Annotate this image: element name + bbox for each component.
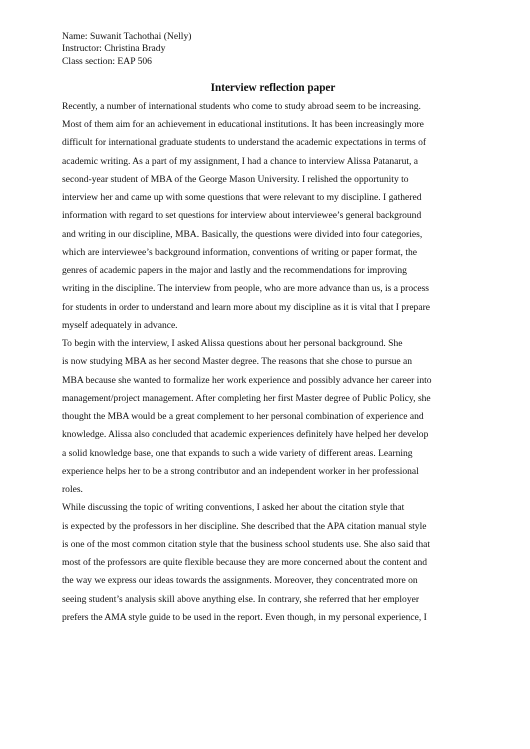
body-text-line: is now studying MBA as her second Master degree. The reasons that she chose to pursue an xyxy=(62,356,413,368)
document-page xyxy=(62,31,474,627)
body-text-line: interview her and came up with some questions that were relevant to my discipline. I gathered xyxy=(62,192,422,204)
body-text-line: second-year student of MBA of the George Mason University. I relished the opportunity to xyxy=(62,173,409,185)
body-text-line: is one of the most common citation style that the business school students use. She also said that xyxy=(62,538,431,550)
body-text-line: academic writing. As a part of my assignment, I had a chance to interview Alissa Patanarut, a xyxy=(62,155,419,167)
body-text-line: management/project management. After completing her first Master degree of Public Policy, she xyxy=(62,392,431,404)
body-text-line: for students in order to understand and learn more about my discipline as it is vital that I prepare xyxy=(62,301,430,313)
body-text-line: is expected by the professors in her discipline. She described that the APA citation manual style xyxy=(62,520,427,532)
student-name: Name: Suwanit Tachothai (Nelly) xyxy=(62,31,192,42)
body-text-line: writing in the discipline. The interview from people, who are more advance than us, is a process xyxy=(62,283,430,295)
body-text-line: prefers the AMA style guide to be used in the report. Even though, in my personal experience, I xyxy=(62,611,427,623)
body-text-line: and writing in our discipline, MBA. Basically, the questions were divided into four categories, xyxy=(62,228,423,240)
body-text-line: thought the MBA would be a great complement to her personal combination of experience and xyxy=(62,411,424,423)
body-text-line: To begin with the interview, I asked Alissa questions about her personal background. She xyxy=(62,338,403,350)
body-text-line: most of the professors are quite flexible because they are more concerned about the content and xyxy=(62,557,428,569)
body-text-line: a solid knowledge base, one that expands to such a wide variety of different areas. Learning xyxy=(62,447,413,459)
body-text-line: Most of them aim for an achievement in educational institutions. It has been increasingly more xyxy=(62,119,424,131)
class-section: Class section: EAP 506 xyxy=(62,55,152,67)
body-text-line: genres of academic papers in the major and lastly and the recommendations for improving xyxy=(62,265,407,277)
body-text-line: MBA because she wanted to formalize her work experience and possibly advance her career into xyxy=(62,374,432,386)
paper-body xyxy=(62,98,474,627)
body-text-line: information with regard to set questions for interview about interviewee’s general background xyxy=(62,210,422,222)
body-text-line: experience helps her to be a strong contributor and an independent worker in her professional xyxy=(62,465,419,477)
paper-title: Interview reflection paper xyxy=(210,81,336,94)
body-text-line: roles. xyxy=(62,484,83,496)
body-text-line: seeing student’s analysis skill above anything else. In contrary, she referred that her employer xyxy=(62,593,420,605)
body-text-line: difficult for international graduate students to understand the academic expectations in terms of xyxy=(62,137,427,149)
instructor-name: Instructor: Christina Brady xyxy=(62,43,166,55)
body-text-line: myself adequately in advance. xyxy=(62,319,178,331)
body-text-line: which are interviewee’s background information, conventions of writing or paper format, the xyxy=(62,246,417,258)
body-text-line: the way we express our ideas towards the assignments. Moreover, they concentrated more on xyxy=(62,575,418,587)
body-text-line: Recently, a number of international students who come to study abroad seem to be increasing. xyxy=(62,100,421,112)
body-text-line: While discussing the topic of writing conventions, I asked her about the citation style that xyxy=(62,502,405,514)
body-text-line: knowledge. Alissa also concluded that academic experiences definitely have helped her develop xyxy=(62,429,429,441)
